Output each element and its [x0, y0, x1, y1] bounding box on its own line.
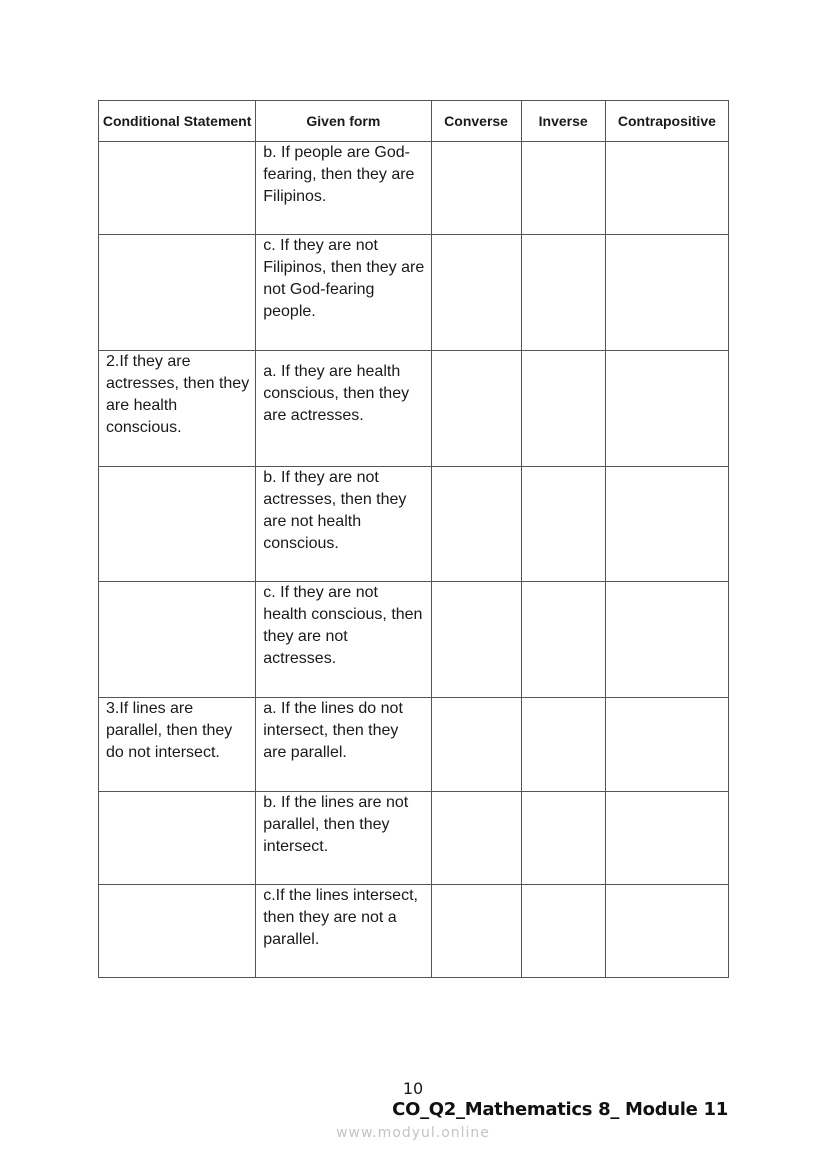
contrapositive-answer-cell[interactable] [605, 235, 728, 351]
statement-cell [99, 235, 256, 351]
header-converse: Converse [431, 101, 521, 142]
table-row [99, 582, 729, 698]
table-row [99, 467, 729, 582]
statement-cell [99, 142, 256, 235]
header-inverse: Inverse [521, 101, 605, 142]
converse-answer-cell[interactable] [431, 235, 521, 351]
table-row [99, 235, 729, 351]
given-form-text: b. If the lines are not parallel, then they intersect. [263, 794, 409, 855]
inverse-answer-cell[interactable] [521, 792, 605, 885]
statement-text: 3.If lines are parallel, then they do not intersect. [106, 700, 233, 761]
statement-cell [99, 467, 256, 582]
given-form-text: c. If they are not Filipinos, then they are not God-fearing people. [263, 237, 425, 320]
contrapositive-answer-cell[interactable] [605, 885, 728, 978]
module-code: CO_Q2_Mathematics 8_ Module 11 [392, 1099, 728, 1120]
given-form-cell [256, 467, 431, 582]
converse-answer-cell[interactable] [431, 467, 521, 582]
table-row [99, 351, 729, 467]
contrapositive-answer-cell[interactable] [605, 351, 728, 467]
given-form-text: a. If the lines do not intersect, then they are parallel. [263, 700, 403, 761]
table-header-row [99, 101, 729, 142]
table-row [99, 698, 729, 792]
table-row [99, 792, 729, 885]
converse-answer-cell[interactable] [431, 698, 521, 792]
given-form-text: c.If the lines intersect, then they are not a parallel. [263, 887, 418, 948]
inverse-answer-cell[interactable] [521, 467, 605, 582]
header-given-form: Given form [256, 101, 431, 142]
statement-cell [99, 792, 256, 885]
inverse-answer-cell[interactable] [521, 698, 605, 792]
table-row [99, 142, 729, 235]
converse-answer-cell[interactable] [431, 142, 521, 235]
header-conditional-statement: Conditional Statement [99, 101, 256, 142]
given-form-text: a. If they are health conscious, then they are actresses. [263, 363, 410, 424]
page-number: 10 [402, 1079, 424, 1098]
converse-answer-cell[interactable] [431, 351, 521, 467]
statement-cell [99, 698, 256, 792]
given-form-cell [256, 142, 431, 235]
contrapositive-answer-cell[interactable] [605, 467, 728, 582]
inverse-answer-cell[interactable] [521, 885, 605, 978]
given-form-cell [256, 792, 431, 885]
inverse-answer-cell[interactable] [521, 582, 605, 698]
given-form-cell [256, 698, 431, 792]
given-form-text: b. If people are God-fearing, then they are Filipinos. [263, 144, 415, 205]
contrapositive-answer-cell[interactable] [605, 142, 728, 235]
converse-answer-cell[interactable] [431, 885, 521, 978]
given-form-text: c. If they are not health conscious, then they are not actresses. [263, 584, 423, 667]
statement-cell [99, 582, 256, 698]
converse-answer-cell[interactable] [431, 792, 521, 885]
header-contrapositive: Contrapositive [605, 101, 728, 142]
given-form-cell [256, 582, 431, 698]
statement-cell [99, 885, 256, 978]
statement-cell [99, 351, 256, 467]
contrapositive-answer-cell[interactable] [605, 582, 728, 698]
inverse-answer-cell[interactable] [521, 235, 605, 351]
given-form-cell [256, 235, 431, 351]
inverse-answer-cell[interactable] [521, 351, 605, 467]
statement-text: 2.If they are actresses, then they are health conscious. [106, 353, 250, 436]
contrapositive-answer-cell[interactable] [605, 698, 728, 792]
worksheet-table [98, 100, 729, 978]
watermark: www.modyul.online [336, 1125, 490, 1141]
contrapositive-answer-cell[interactable] [605, 792, 728, 885]
given-form-cell [256, 351, 431, 467]
converse-answer-cell[interactable] [431, 582, 521, 698]
given-form-cell [256, 885, 431, 978]
given-form-text: b. If they are not actresses, then they are not health conscious. [263, 469, 407, 552]
table-row [99, 885, 729, 978]
inverse-answer-cell[interactable] [521, 142, 605, 235]
